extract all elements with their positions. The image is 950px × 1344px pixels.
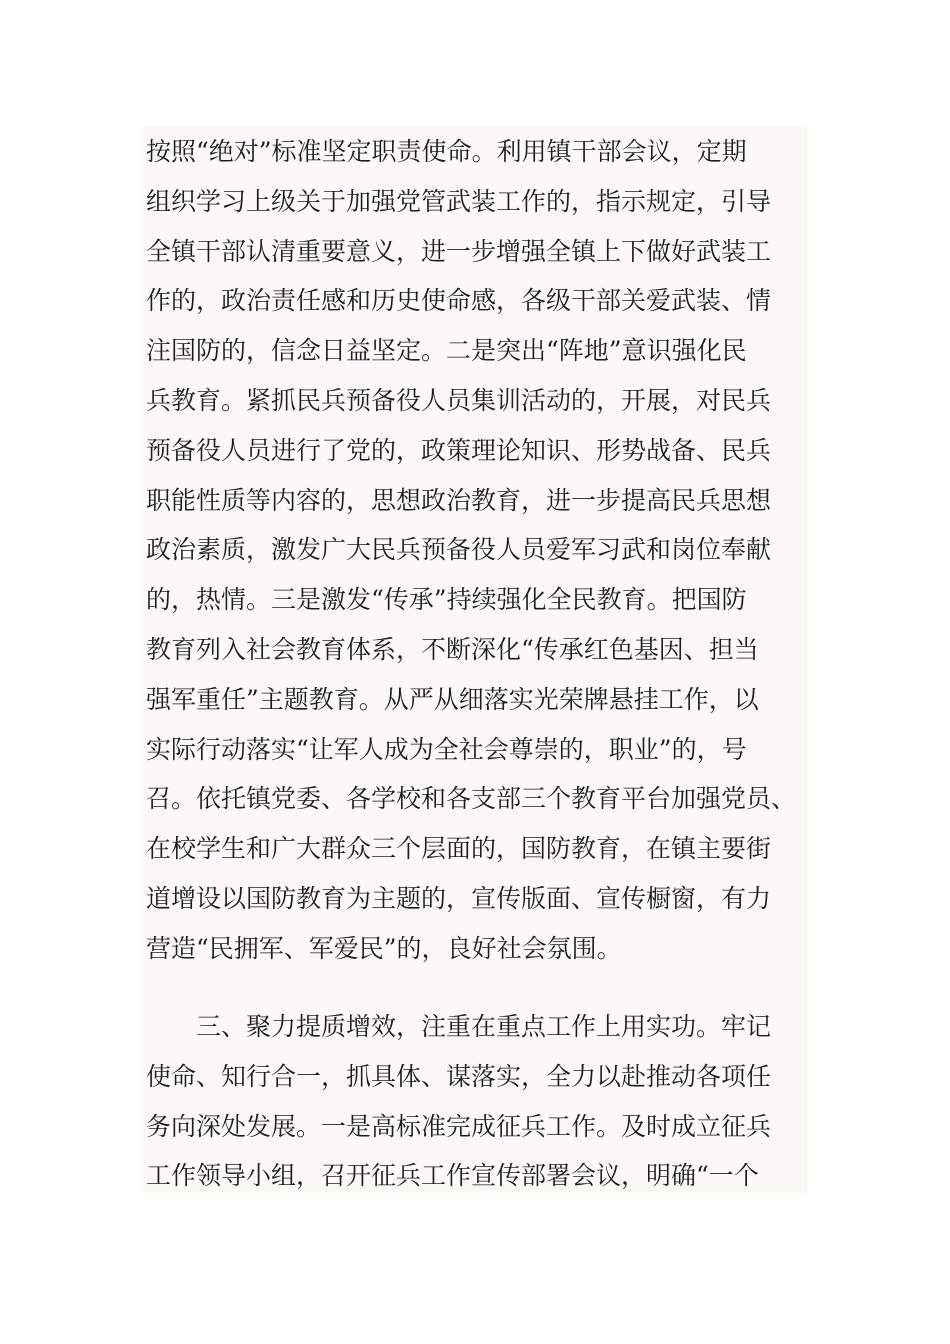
text-line: 务向深处发展。一是高标准完成征兵工作。及时成立征兵 (146, 1111, 772, 1141)
document-body (143, 125, 807, 1193)
text-line: 兵教育。紧抓民兵预备役人员集训活动的，开展，对民兵 (146, 386, 772, 415)
text-line: 的，热情。三是激发“传承”持续强化全民教育。把国防 (146, 585, 747, 615)
text-line: 职能性质等内容的，思想政治教育，进一步提高民兵思想 (146, 485, 772, 515)
text-line: 强军重任”主题教育。从严从细落实光荣牌悬挂工作，以 (146, 684, 759, 714)
text-line: 组织学习上级关于加强党管武装工作的，指示规定，引导 (146, 186, 772, 216)
text-line: 注国防的，信念日益坚定。二是突出“阵地”意识强化民 (146, 336, 747, 366)
text-line: 工作领导小组，召开征兵工作宣传部署会议，明确“一个 (146, 1161, 759, 1191)
text-line: 按照“绝对”标准坚定职责使命。利用镇干部会议，定期 (146, 137, 747, 166)
text-line: 召。依托镇党委、各学校和各支部三个教育平台加强党员、 (146, 784, 797, 814)
text-line: 作的，政治责任感和历史使命感，各级干部关爱武装、情 (146, 286, 772, 316)
text-line: 实际行动落实“让军人成为全社会尊崇的，职业”的，号 (146, 734, 747, 764)
text-line: 三、聚力提质增效，注重在重点工作上用实功。牢记 (196, 1012, 772, 1041)
text-line: 在校学生和广大群众三个层面的，国防教育，在镇主要街 (146, 834, 772, 864)
text-line: 道增设以国防教育为主题的，宣传版面、宣传橱窗，有力 (146, 884, 772, 913)
text-line: 政治素质，激发广大民兵预备役人员爱军习武和岗位奉献 (146, 535, 772, 565)
text-line: 全镇干部认清重要意义，进一步增强全镇上下做好武装工 (146, 236, 772, 266)
text-line: 营造“民拥军、军爱民”的，良好社会氛围。 (146, 933, 622, 963)
text-line: 教育列入社会教育体系，不断深化“传承红色基因、担当 (146, 635, 759, 664)
text-line: 使命、知行合一，抓具体、谋落实，全力以赴推动各项任 (146, 1061, 772, 1091)
text-line: 预备役人员进行了党的，政策理论知识、形势战备、民兵 (146, 435, 772, 465)
